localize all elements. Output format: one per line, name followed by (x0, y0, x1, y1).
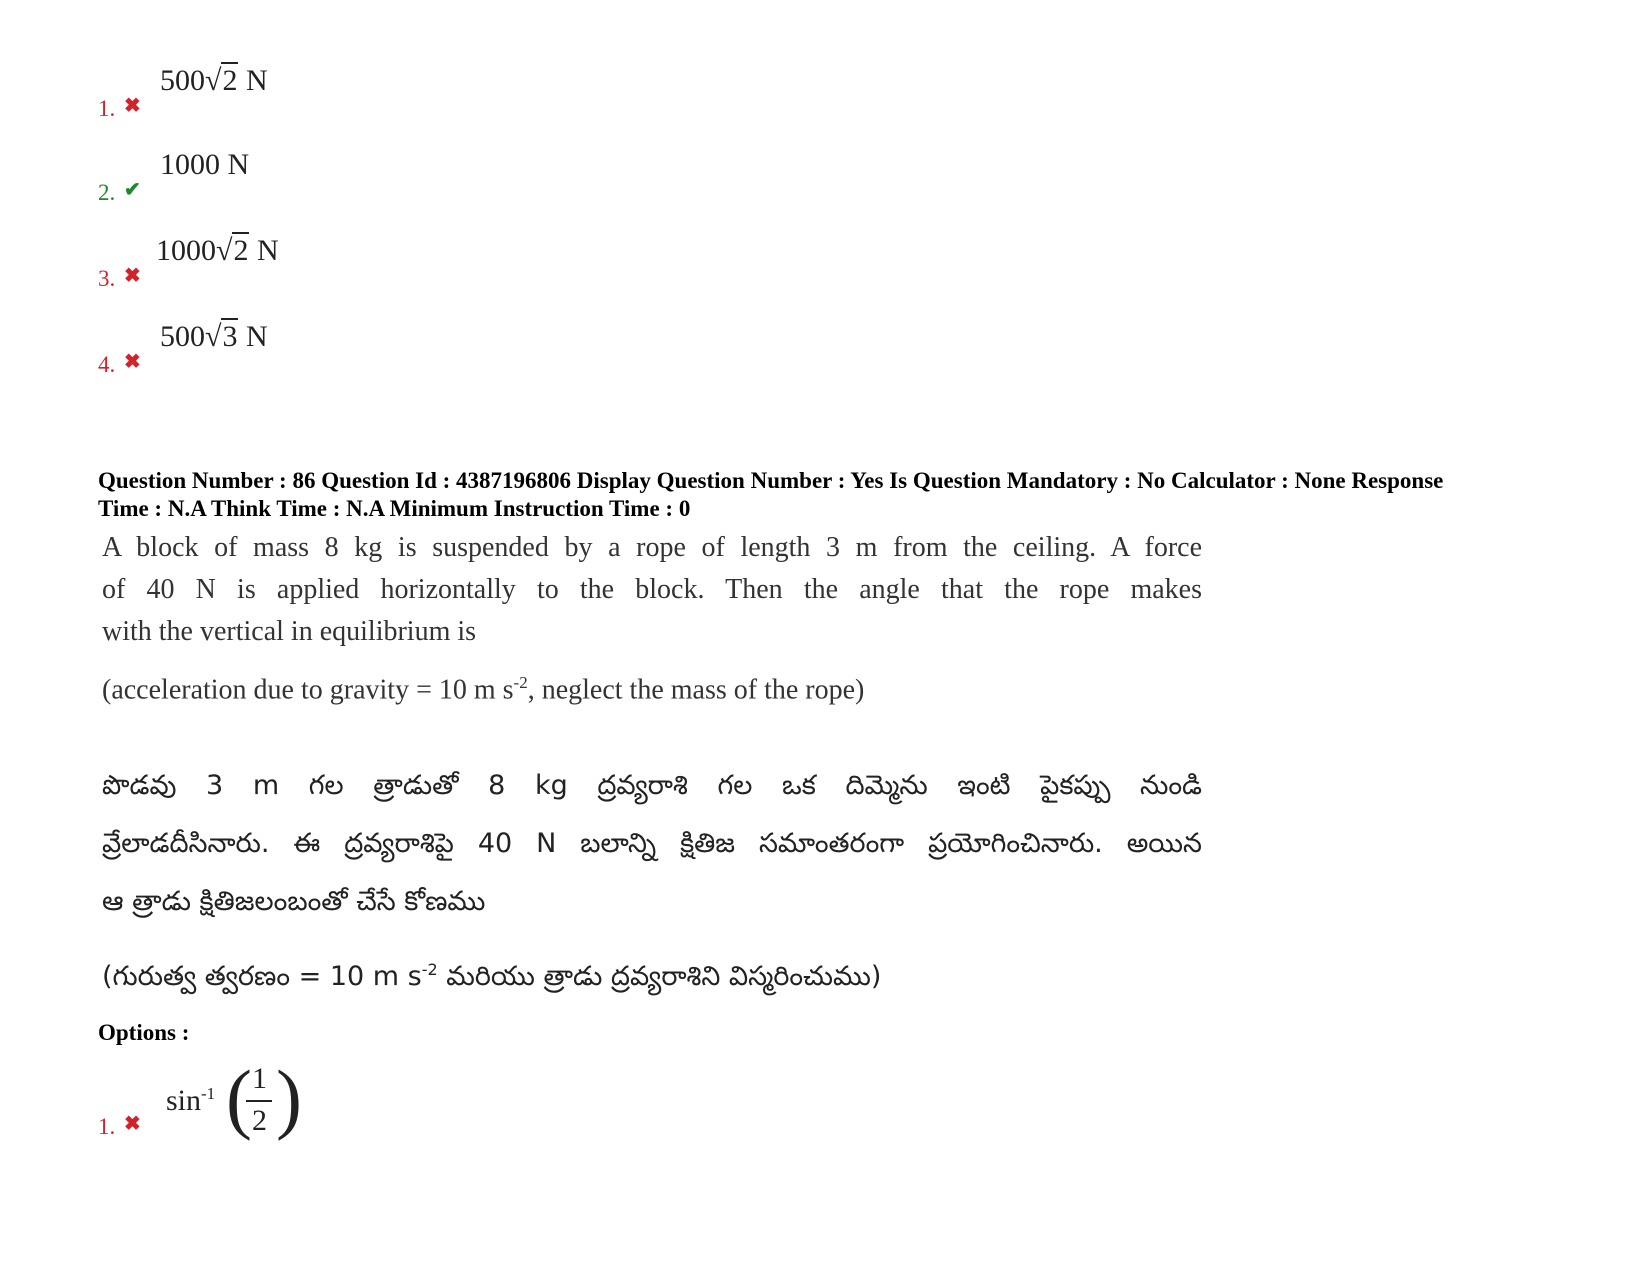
question-meta-line-1: Question Number : 86 Question Id : 4387196806 Display Question Number : Yes Is Question Mandatory : No Calculator : None Response (98, 468, 1444, 493)
radical-icon: √ (205, 320, 222, 353)
option-number: 1. (98, 1114, 116, 1139)
question-te-note: (గురుత్వ త్వరణం = 10 m $s^{-2}$ మరియు త్రాడు ద్రవ్యరాశిని విస్మరించుము) (102, 960, 882, 992)
option-value: 500√3 N (160, 320, 268, 353)
cross-icon: ✖ (124, 265, 141, 287)
cross-icon: ✖ (124, 351, 141, 373)
prev-option-4 (98, 318, 798, 378)
prev-option-2 (98, 146, 798, 206)
cross-icon: ✖ (124, 95, 141, 117)
question-te-line-2: వ్రేలాడదీసినారు. ఈ ద్రవ్యరాశిపై 40 N బలాన్ని క్షితిజ సమాంతరంగా ప్రయోగించినారు. అయిన (102, 828, 1202, 859)
option-number: 4. (98, 352, 116, 377)
prev-option-1 (98, 62, 798, 122)
option-number: 1. (98, 96, 116, 121)
fraction-bar (246, 1100, 272, 1102)
option-value: 1000√2 N (156, 234, 279, 267)
prev-option-3 (98, 232, 798, 292)
option-value: 1000 N (160, 148, 250, 181)
check-icon: ✔ (124, 179, 141, 201)
paren-close: ) (276, 1054, 302, 1141)
question-meta (98, 467, 1578, 523)
option-1-value: $\sin^{-1}$ ( 1 2 ) (166, 1054, 302, 1141)
options-label: Options : (98, 1020, 190, 1045)
paren-open: ( (226, 1054, 252, 1141)
cross-icon: ✖ (124, 1113, 141, 1135)
option-number: 3. (98, 266, 116, 291)
question-en-line-2: of 40 N is applied horizontally to the block. Then the angle that the rope makes (102, 574, 1202, 605)
fraction-denominator: 2 (252, 1104, 267, 1137)
radical-icon: √ (216, 234, 233, 267)
fraction-numerator: 1 (252, 1062, 267, 1095)
option-number: 2. (98, 180, 116, 205)
question-te-line-1: పొడవు 3 m గల త్రాడుతో 8 kg ద్రవ్యరాశి గల ఒక దిమ్మెను ఇంటి పైకప్పు నుండి (102, 770, 1202, 801)
question-en-line-3: with the vertical in equilibrium is (102, 616, 477, 647)
radical-icon: √ (205, 64, 222, 97)
question-en-line-1: A block of mass 8 kg is suspended by a rope of length 3 m from the ceiling. A force (102, 532, 1202, 563)
option-value: 500√2 N (160, 64, 268, 97)
question-meta-line-2: Time : N.A Think Time : N.A Minimum Instruction Time : 0 (98, 496, 691, 521)
question-te-line-3: ఆ త్రాడు క్షితిజలంబంతో చేసే కోణము (102, 886, 486, 917)
question-en-note: (acceleration due to gravity = 10 m $s^{-2}$, neglect the mass of the rope) (102, 673, 865, 706)
